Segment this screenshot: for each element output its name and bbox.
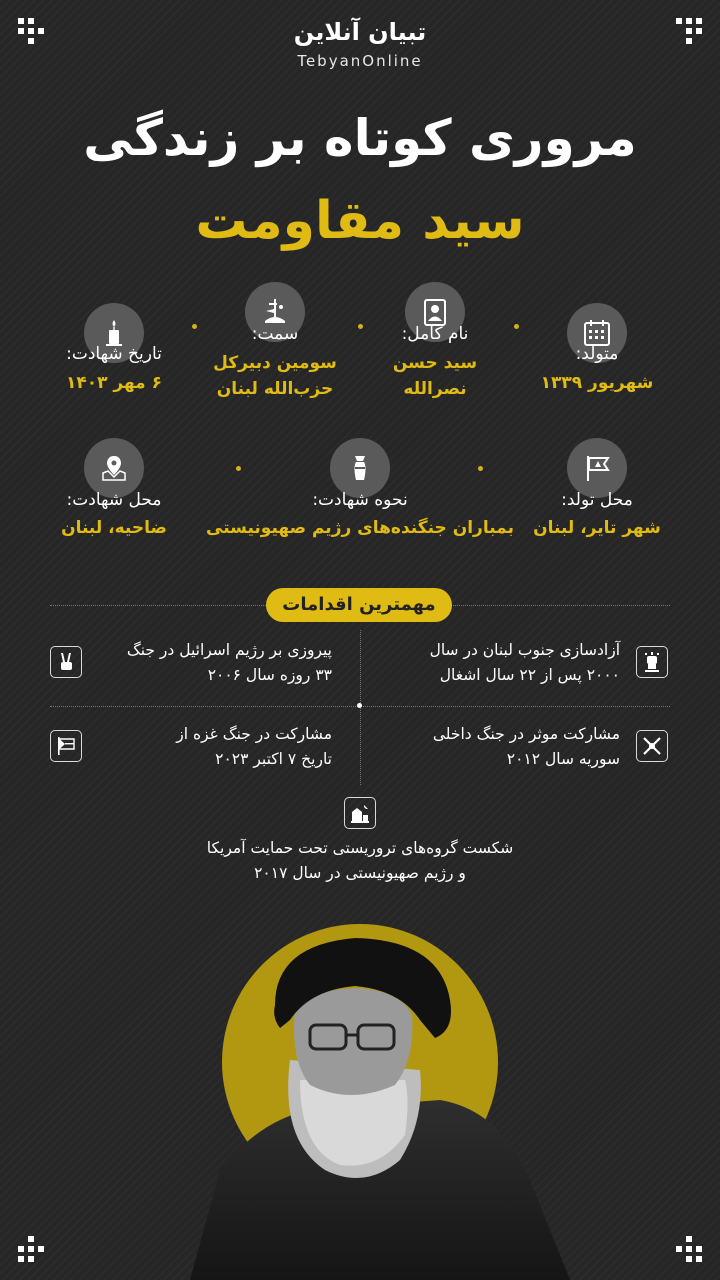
position-value: سومین دبیرکل حزب‌الله لبنان	[213, 353, 337, 400]
separator-dot	[236, 466, 241, 471]
corner-pattern-icon	[676, 1236, 702, 1262]
action-victory-2006: پیروزی بر رژیم اسرائیل در جنگ ۳۳ روزه سال ۲۰۰۶	[126, 641, 332, 684]
brand-logo-fa: تبیان آنلاین	[293, 18, 427, 46]
martyrdom-place-value: ضاحیه، لبنان	[61, 518, 167, 538]
bomb-icon	[330, 438, 390, 498]
martyrdom-manner-value: بمباران جنگنده‌های رژیم صهیونیستی	[206, 518, 514, 538]
martyrdom-place-label: محل شهادت:	[66, 490, 162, 510]
actions-heading: مهمترین اقدامات	[266, 588, 452, 622]
martyrdom-manner-label: نحوه شهادت:	[312, 490, 408, 510]
portrait-image	[150, 920, 570, 1280]
birthplace-value: شهر تایر، لبنان	[533, 518, 661, 538]
birth-label: متولد:	[575, 344, 619, 364]
separator-dot	[514, 324, 519, 329]
raised-fist-icon	[636, 646, 668, 678]
flag-icon	[567, 438, 627, 498]
separator-dot	[478, 466, 483, 471]
separator-dot	[192, 324, 197, 329]
birth-value: شهریور ۱۳۳۹	[540, 373, 654, 393]
separator-dot	[358, 324, 363, 329]
page-subtitle: سید مقاومت	[195, 191, 525, 251]
action-terror-defeat: شکست گروه‌های تروریستی تحت حمایت آمریکا و رژیم صهیونیستی در سال ۲۰۱۷	[206, 839, 514, 882]
corner-pattern-icon	[18, 1236, 44, 1262]
birthplace-label: محل تولد:	[561, 490, 633, 510]
martyrdom-date-label: تاریخ شهادت:	[66, 344, 162, 364]
victory-hand-icon	[50, 646, 82, 678]
position-label: سمت:	[251, 324, 299, 344]
crossed-weapons-icon	[636, 730, 668, 762]
action-liberation: آزادسازی جنوب لبنان در سال ۲۰۰۰ پس از ۲۲ سال اشغال	[429, 641, 620, 684]
brand-logo-en: TebyanOnline	[297, 52, 423, 70]
martyrdom-date-value: ۶ مهر ۱۴۰۳	[65, 373, 163, 393]
palestine-flag-icon	[50, 730, 82, 762]
fullname-label: نام کامل:	[401, 324, 469, 344]
page-title: مروری کوتاه بر زندگی	[83, 109, 637, 167]
center-dot	[357, 703, 362, 708]
fullname-value: سید حسن نصرالله	[392, 353, 478, 400]
destroyed-building-icon	[344, 797, 376, 829]
action-gaza: مشارکت در جنگ غزه از تاریخ ۷ اکتبر ۲۰۲۳	[176, 725, 332, 768]
action-syria: مشارکت موثر در جنگ داخلی سوریه سال ۲۰۱۲	[432, 725, 620, 768]
map-pin-icon	[84, 438, 144, 498]
